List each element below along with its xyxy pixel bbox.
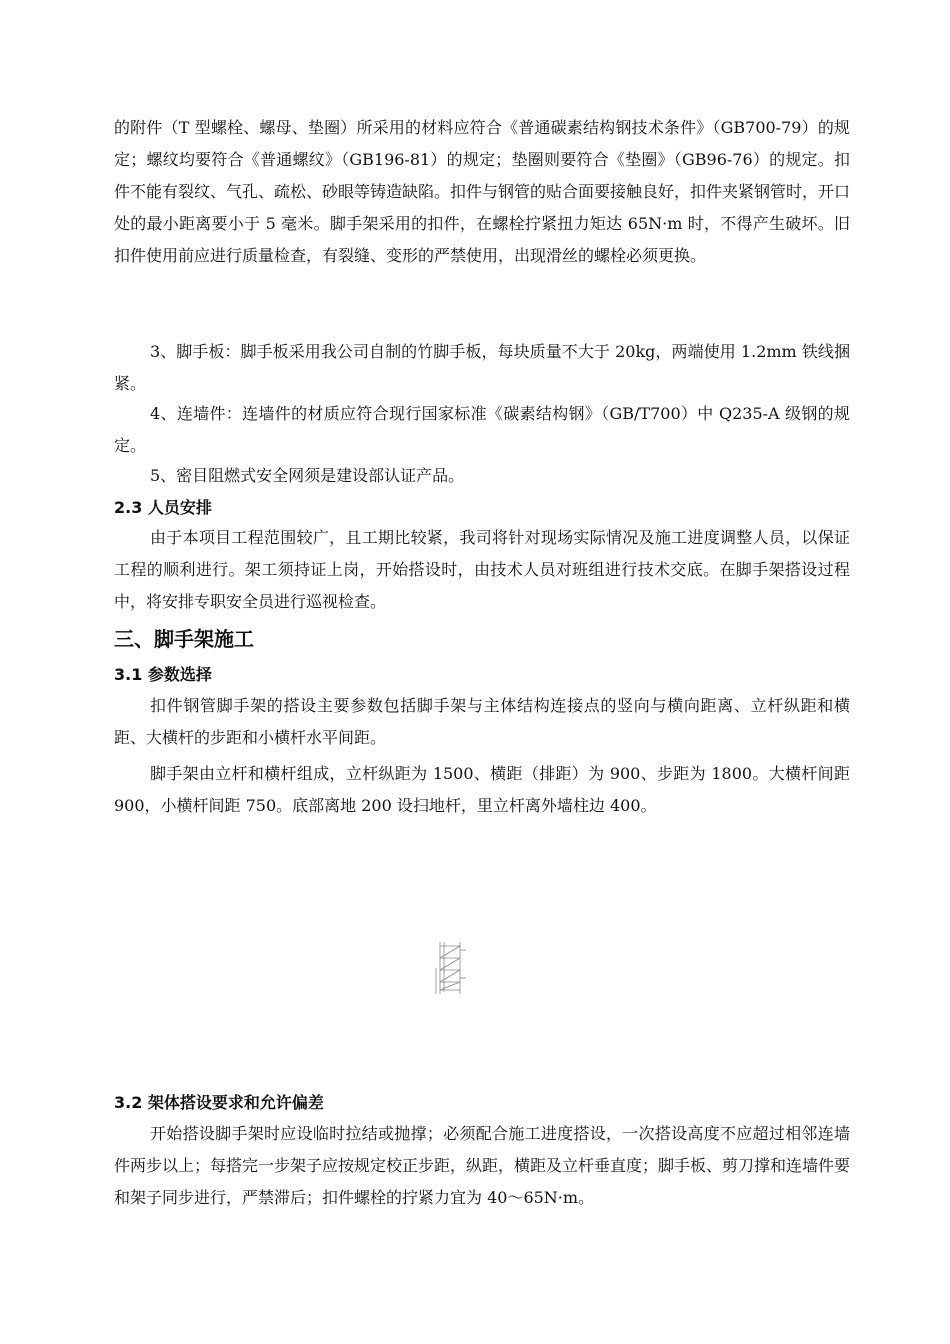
paragraph-safety-net: 5、密目阻燃式安全网须是建设部认证产品。	[150, 466, 465, 485]
heading-3-1-parameter-selection: 3.1 参数选择	[114, 665, 212, 684]
paragraph-wall-ties: 4、连墙件：连墙件的材质应符合现行国家标准《碳素结构钢》（GB/T700）中 Q235-A 级钢的规定。	[114, 404, 850, 455]
heading-3-2-erection-requirements: 3.2 架体搭设要求和允许偏差	[114, 1093, 324, 1112]
paragraph-parameters: 扣件钢管脚手架的搭设主要参数包括脚手架与主体结构连接点的竖向与横向距离、立杆纵距和横距、大横杆的步距和小横杆水平间距。	[114, 696, 850, 747]
scaffold-elevation-figure	[434, 938, 468, 998]
paragraph-staffing: 由于本项目工程范围较广，且工期比较紧，我司将针对现场实际情况及施工进度调整人员，以保证工程的顺利进行。架工须持证上岗，开始搭设时，由技术人员对班组进行技术交底。在脚手架搭设过程中，将安排专职安全员进行巡视检查。	[114, 528, 850, 611]
paragraph-scaffold-boards: 3、脚手板：脚手板采用我公司自制的竹脚手板，每块质量不大于 20kg，两端使用 1.2mm 铁线捆紧。	[114, 342, 850, 393]
heading-3-scaffold-construction: 三、脚手架施工	[114, 627, 254, 651]
heading-2-3-staffing: 2.3 人员安排	[114, 498, 212, 517]
paragraph-erection-requirements: 开始搭设脚手架时应设临时拉结或抛撑；必须配合施工进度搭设，一次搭设高度不应超过相邻连墙件两步以上；每搭完一步架子应按规定校正步距，纵距，横距及立杆垂直度；脚手板、剪刀撑和连墙件要和架子同步进行，严禁滞后；扣件螺栓的拧紧力宜为 40～65N·m。	[114, 1124, 851, 1207]
paragraph-dimensions: 脚手架由立杆和横杆组成，立杆纵距为 1500、横距（排距）为 900、步距为 1800。大横杆间距 900，小横杆间距 750。底部离地 200 设扫地杆，里立杆离外墙柱边 400。	[114, 764, 850, 815]
paragraph-fasteners-material: 的附件（T 型螺栓、螺母、垫圈）所采用的材料应符合《普通碳素结构钢技术条件》（GB700-79）的规定；螺纹均要符合《普通螺纹》（GB196-81）的规定；垫圈则要符合《垫圈》（GB96-76）的规定。扣件不能有裂纹、气孔、疏松、砂眼等铸造缺陷。扣件与钢管的贴合面要接触良好，扣件夹紧钢管时，开口处的最小距离要小于 5 毫米。脚手架采用的扣件，在螺栓拧紧扭力矩达 65N·m 时，不得产生破坏。旧扣件使用前应进行质量检查，有裂缝、变形的严禁使用，出现滑丝的螺栓必须更换。	[114, 118, 851, 265]
